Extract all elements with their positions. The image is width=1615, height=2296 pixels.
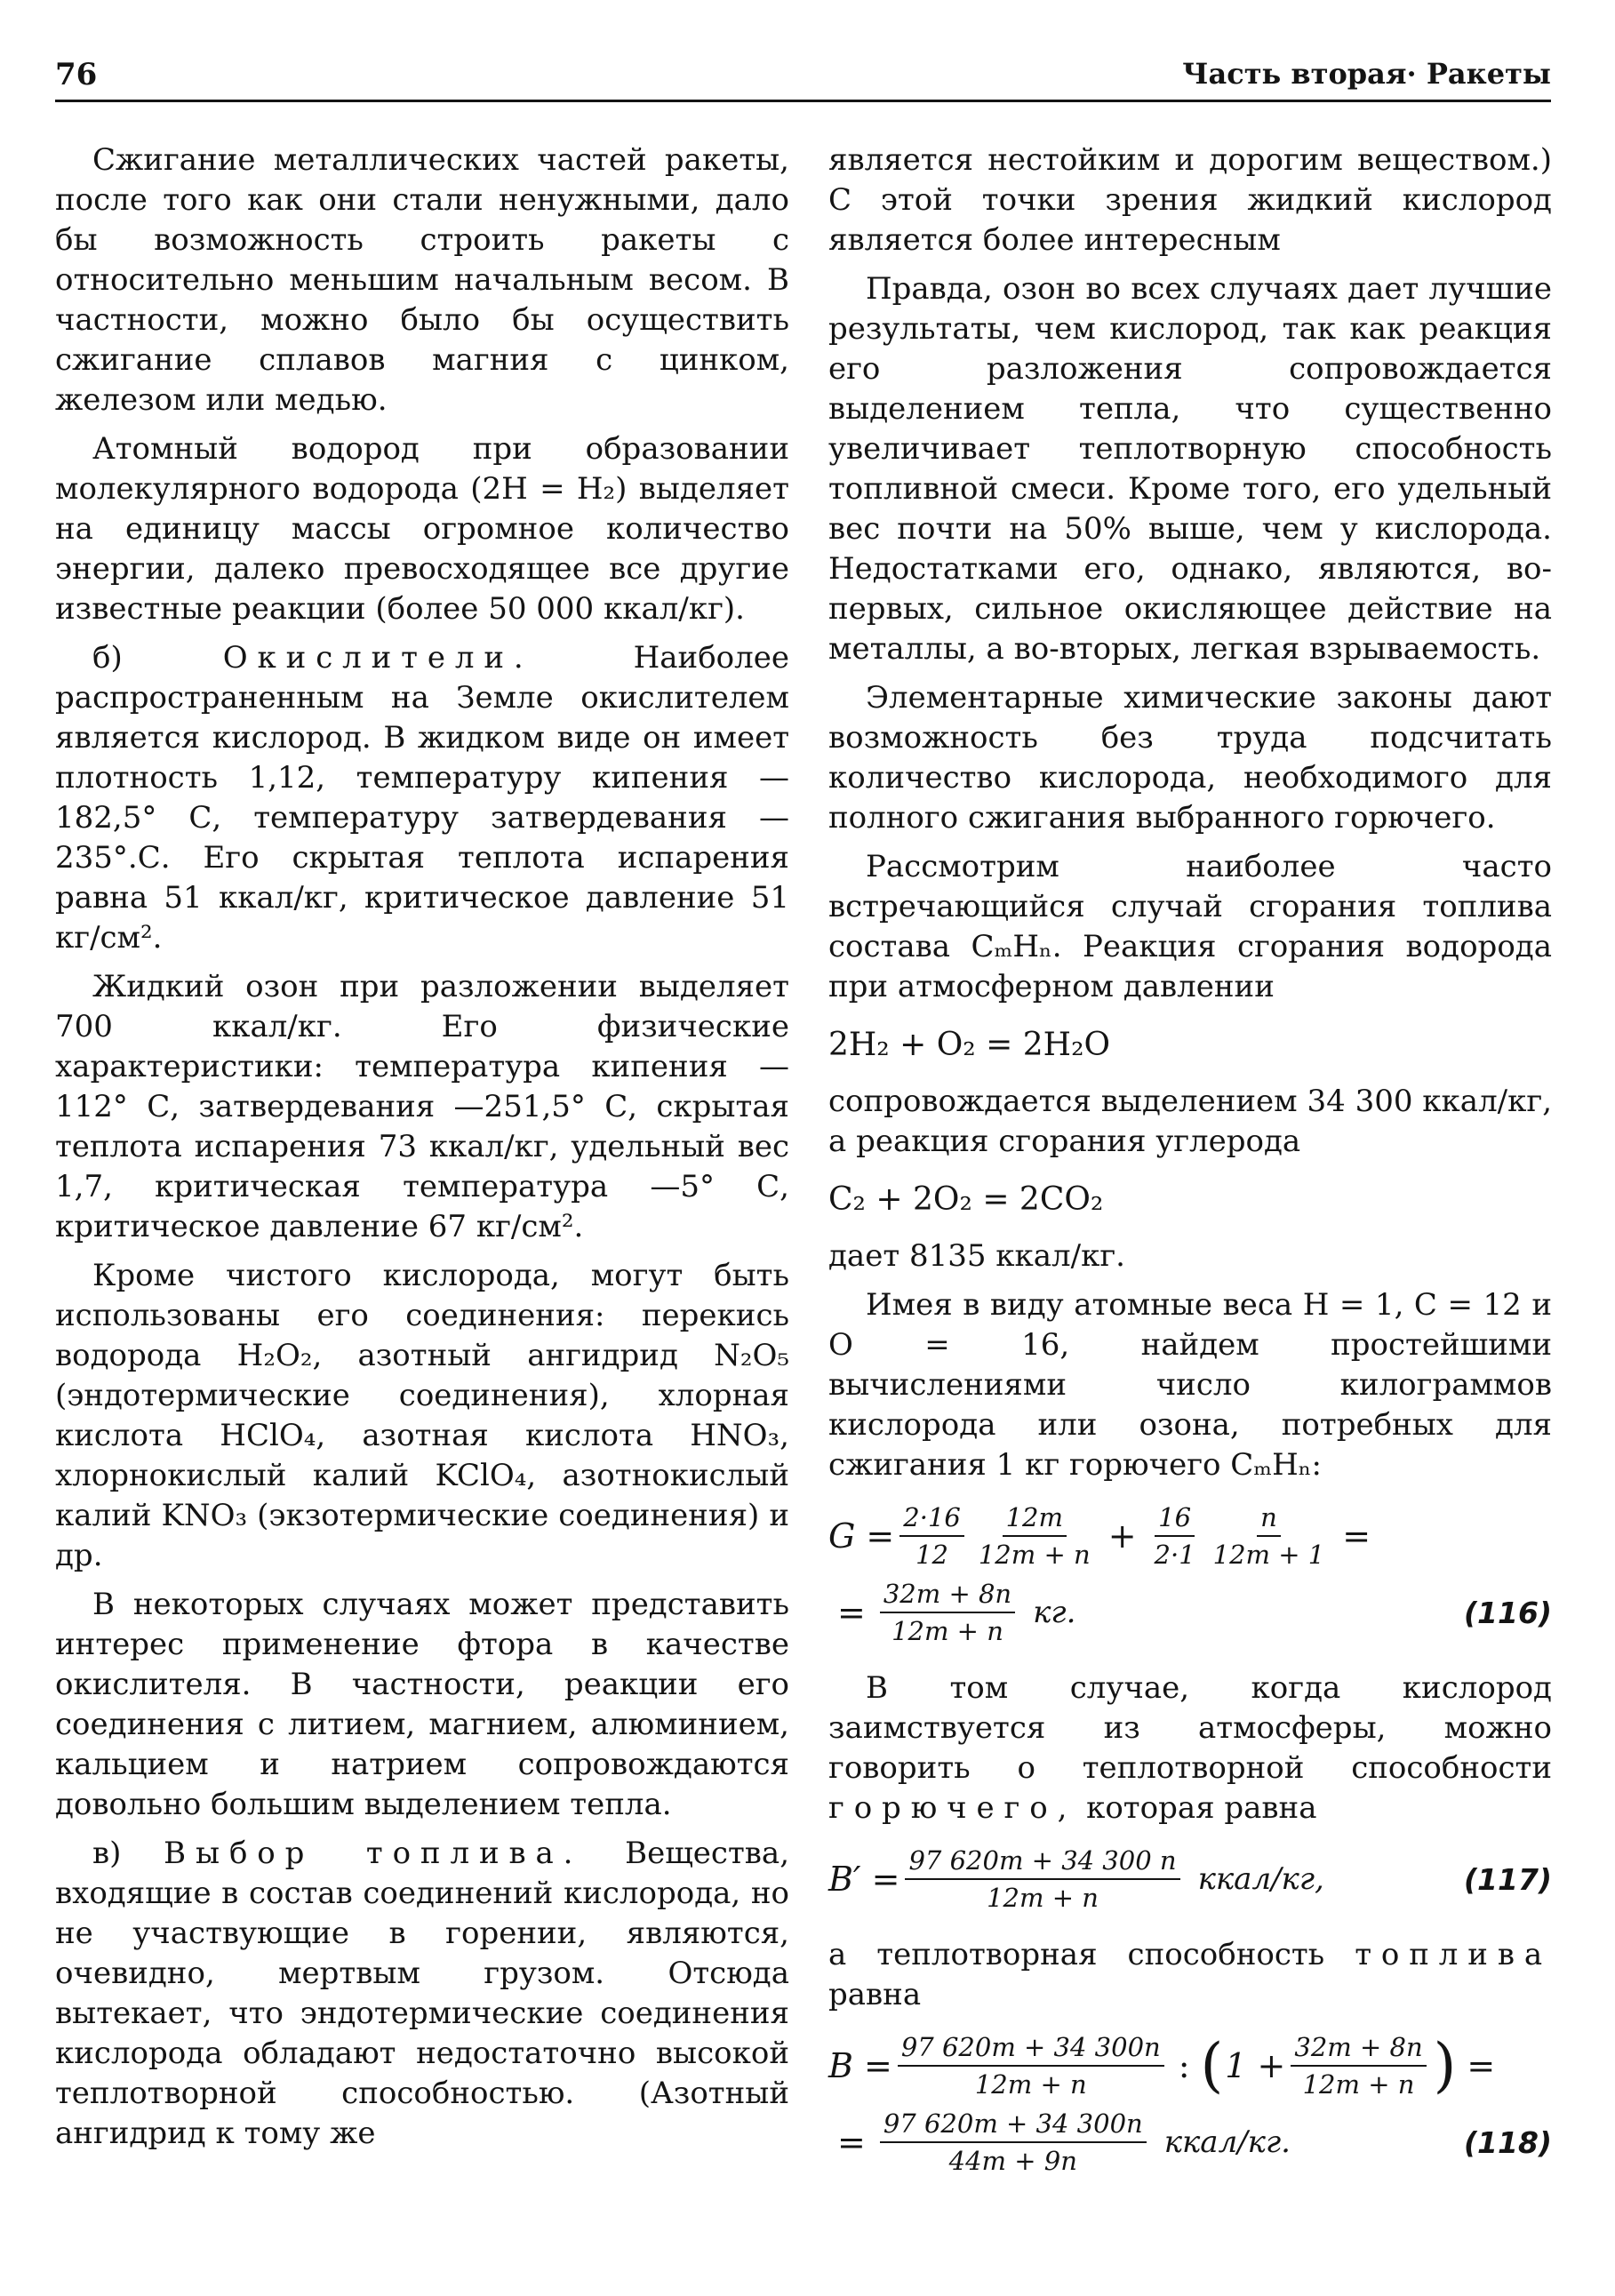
running-title: Часть вторая· Ракеты	[1182, 57, 1551, 91]
paragraph: сопровождается выделением 34 300 ккал/кг, а реакция сгорания углерода	[828, 1084, 1552, 1159]
list-marker: в)	[92, 1836, 122, 1871]
left-column	[55, 140, 789, 2154]
equation-118	[828, 2028, 1552, 2180]
fraction	[880, 2108, 1147, 2177]
paragraph	[55, 638, 789, 958]
page-number: 76	[55, 57, 98, 92]
fraction	[880, 1578, 1015, 1647]
operator: =	[837, 2122, 866, 2162]
equation-line	[828, 2028, 1552, 2104]
fraction	[1210, 1501, 1329, 1571]
paragraph	[828, 1668, 1552, 1828]
numerator: 32m + 8n	[1291, 2031, 1426, 2067]
numerator: 12m	[1003, 1501, 1067, 1537]
paragraph-text: Наиболее распространенным на Земле окислителем является кислород. В жидком виде он имеет плотность 1,12, температуру кипения —182,5° С, температуру затвердевания —235°.С. Его скрытая теплота испарения равна 51 ккал/кг, критическое давление 51 кг/см².	[55, 640, 789, 956]
numerator: 16	[1155, 1501, 1195, 1537]
fraction	[975, 1501, 1094, 1571]
equation-line	[828, 1498, 1552, 1574]
paragraph: Правда, озон во всех случаях дает лучшие результаты, чем кислород, так как реакция его разложения сопровождается выделением тепла, что существенно увеличивает теплотворную способность топливной смеси. Кроме того, его удельный вес почти на 50% выше, чем у кислорода. Недостатками его, однако, являются, во-первых, сильное окисляющее действие на металлы, а во-вторых, легкая взрываемость.	[828, 271, 1552, 667]
equation-hydrogen: 2H₂ + O₂ = 2H₂O	[828, 1026, 1111, 1063]
operator: =	[1467, 2045, 1496, 2085]
denominator: 12m + n	[1302, 2069, 1415, 2100]
paragraph-text: Вещества, входящие в состав соединений кислорода, но не участвующие в горении, являются, очевидно, мертвым грузом. Отсюда вытекает, что эндотермические соединения кислорода обладают недостаточно высокой теплотворной способностью. (Азотный ангидрид к тому же	[55, 1836, 790, 2151]
equation-117	[828, 1841, 1552, 1917]
denominator: 12m + n	[978, 1540, 1091, 1570]
denominator: 12m + n	[891, 1616, 1003, 1646]
fraction	[898, 2031, 1164, 2100]
equation-number: (117)	[1463, 1861, 1552, 1897]
paragraph: В некоторых случаях может представить интерес применение фтора в качестве окислителя. В частности, реакции его соединения с литием, магнием, алюминием, кальцием и натрием сопровождаются довольно большим выделением тепла.	[55, 1587, 789, 1822]
paragraph: Рассмотрим наиболее часто встречающийся случай сгорания топлива состава CₘHₙ. Реакция сгорания водорода при атмосферном давлении	[828, 849, 1552, 1004]
paragraph: Кроме чистого кислорода, могут быть использованы его соединения: перекись водорода H₂O₂, азотный ангидрид N₂O₅ (эндотермические соединения), хлорная кислота HClO₄, азотная кислота HNO₃, хлорнокислый калий KClO₄, азотнокислый калий KNO₃ (экзотермические соединения) и др.	[55, 1258, 789, 1573]
denominator: 44m + 9n	[948, 2146, 1077, 2176]
equation-lhs: B =	[828, 2045, 892, 2085]
paragraph-text: а теплотворная способность	[828, 1937, 1325, 1972]
paragraph: Сжигание металлических частей ракеты, после того как они стали ненужными, дало бы возможность строить ракеты с относительно меньшим начальным весом. В частности, можно было бы осуществить сжигание сплавов магния с цинком, железом или медью.	[55, 142, 789, 418]
unit-label: кг.	[1033, 1594, 1076, 1630]
spaced-term: топлива	[1355, 1937, 1552, 1972]
paragraph: дает 8135 ккал/кг.	[828, 1238, 1125, 1274]
operator: =	[1342, 1516, 1371, 1556]
denominator: 2·1	[1154, 1540, 1195, 1570]
numerator: 2·16	[899, 1501, 964, 1537]
denominator: 12m + 1	[1212, 1540, 1325, 1570]
equation-lhs: G =	[828, 1516, 895, 1556]
section-heading: Выбор топлива.	[164, 1836, 583, 1871]
paragraph-text: равна	[828, 1977, 922, 2012]
paragraph: Элементарные химические законы дают возможность без труда подсчитать количество кислорода, необходимого для полного сжигания выбранного горючего.	[828, 680, 1552, 836]
numerator: 97 620m + 34 300n	[880, 2108, 1147, 2143]
paragraph: Жидкий озон при разложении выделяет 700 ккал/кг. Его физические характеристики: температура кипения —112° С, затвердевания —251,5° С, скрытая теплота испарения 73 ккал/кг, удельный вес 1,7, критическая температура —5° С, критическое давление 67 кг/см².	[55, 969, 789, 1244]
equation-number: (116)	[1463, 1595, 1552, 1630]
paragraph: является нестойким и дорогим веществом.) С этой точки зрения жидкий кислород является более интересным	[828, 142, 1552, 258]
equation-number: (118)	[1463, 2124, 1552, 2160]
numerator: 32m + 8n	[880, 1578, 1015, 1613]
operator: =	[837, 1592, 866, 1632]
term-one: 1 +	[1225, 2045, 1286, 2085]
right-column	[828, 140, 1552, 2198]
equation-carbon: C₂ + 2O₂ = 2CO₂	[828, 1180, 1104, 1218]
paragraph	[55, 1834, 789, 2154]
paragraph-text: В том случае, когда кислород заимствуется из атмосферы, можно говорить о теплотворной способности	[828, 1670, 1552, 1786]
equation-line	[828, 1841, 1552, 1917]
page-header	[55, 57, 1551, 102]
unit-label: ккал/кг,	[1197, 1860, 1324, 1897]
equation-lhs: B′ =	[828, 1859, 900, 1899]
paragraph-text: которая равна	[1086, 1790, 1317, 1826]
numerator: n	[1257, 1501, 1281, 1537]
equation-116	[828, 1498, 1552, 1651]
right-paren: )	[1433, 2031, 1457, 2100]
equation-line	[828, 2104, 1552, 2180]
operator: :	[1178, 2045, 1190, 2085]
numerator: 97 620m + 34 300 n	[905, 1844, 1179, 1880]
operator: +	[1107, 1516, 1137, 1556]
fraction	[1291, 2031, 1426, 2100]
list-marker: б)	[92, 640, 123, 676]
section-heading: Окислители.	[222, 640, 533, 676]
fraction	[1151, 1501, 1199, 1571]
unit-label: ккал/кг.	[1163, 2124, 1291, 2160]
denominator: 12m + n	[987, 1883, 1099, 1913]
paragraph: Имея в виду атомные веса H = 1, C = 12 и O = 16, найдем простейшими вычислениями число килограммов кислорода или озона, потребных для сжигания 1 кг горючего CₘHₙ:	[828, 1287, 1552, 1483]
equation-line	[828, 1574, 1552, 1651]
denominator: 12	[915, 1540, 949, 1570]
fraction	[899, 1501, 964, 1571]
denominator: 12m + n	[974, 2069, 1087, 2100]
paragraph	[828, 1935, 1552, 2015]
spaced-term: горючего,	[828, 1790, 1077, 1826]
fraction	[905, 1844, 1179, 1914]
numerator: 97 620m + 34 300n	[898, 2031, 1164, 2067]
left-paren: (	[1200, 2031, 1224, 2100]
paragraph: Атомный водород при образовании молекулярного водорода (2H = H₂) выделяет на единицу массы огромное количество энергии, далеко превосходящее все другие известные реакции (более 50 000 ккал/кг).	[55, 431, 789, 627]
